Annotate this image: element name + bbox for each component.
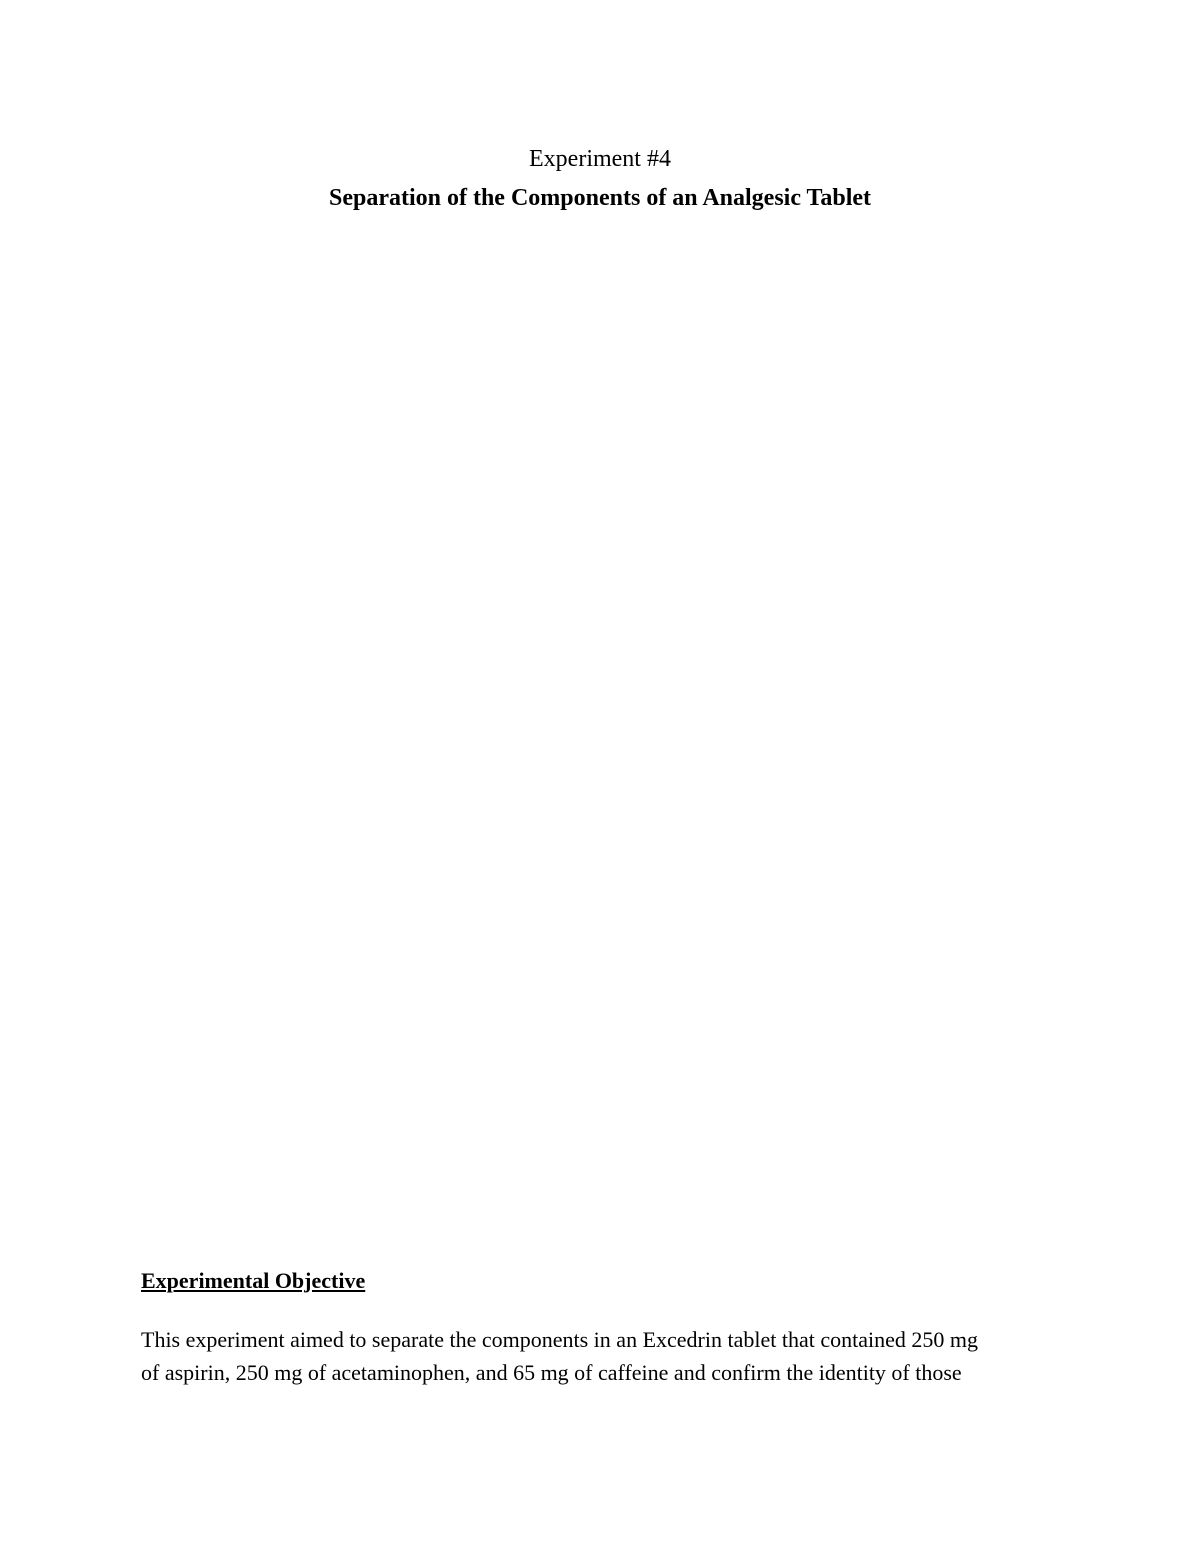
objective-paragraph [141, 1323, 1061, 1389]
title-block [0, 142, 1200, 216]
objective-line-2: of aspirin, 250 mg of acetaminophen, and 65 mg of caffeine and confirm the identity of those [141, 1360, 962, 1385]
objective-section [141, 1265, 1061, 1389]
experiment-title: Separation of the Components of an Analgesic Tablet [328, 185, 872, 211]
objective-heading: Experimental Objective [141, 1268, 366, 1293]
objective-line-1: This experiment aimed to separate the components in an Excedrin tablet that contained 250 mg [141, 1327, 978, 1352]
experiment-number: Experiment #4 [529, 146, 671, 172]
